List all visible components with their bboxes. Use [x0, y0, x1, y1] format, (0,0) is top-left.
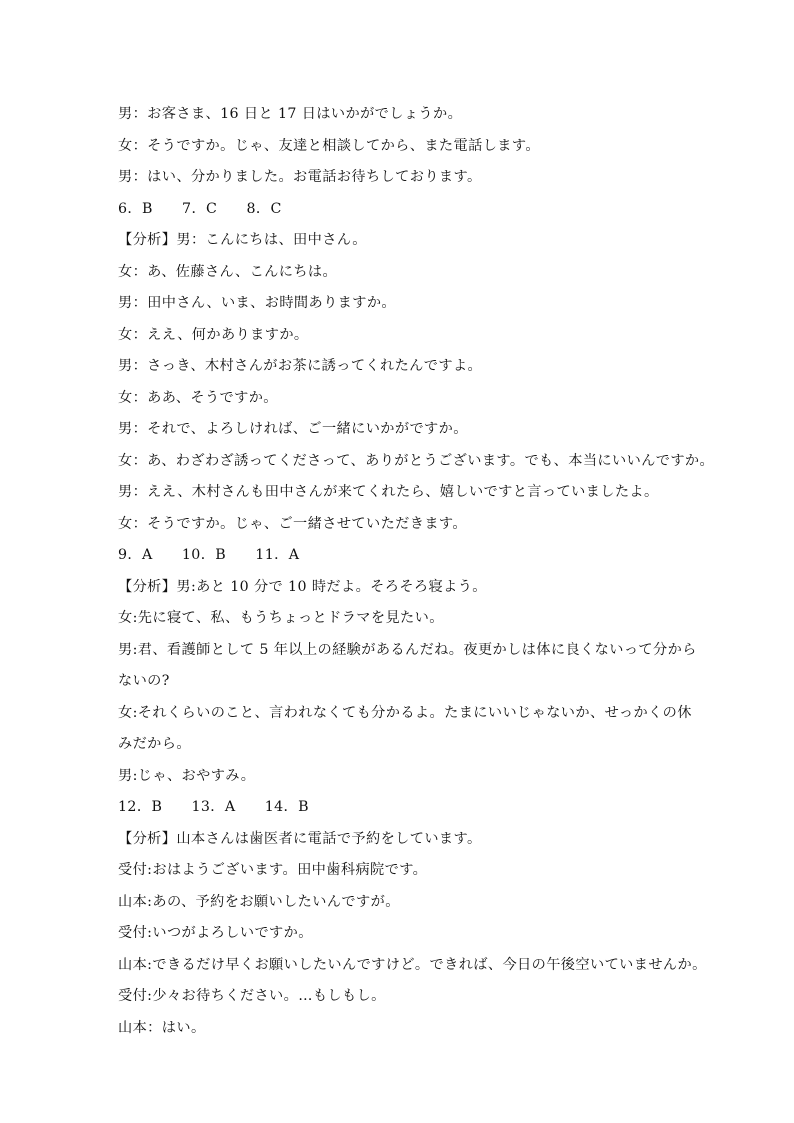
answer-line: 9．A 10．B 11．A: [118, 547, 300, 563]
analysis-line: 【分析】男：こんにちは、田中さん。: [118, 232, 367, 248]
transcript-body: [118, 99, 715, 1044]
text-line: 山本:あの、予約をお願いしたいんですが。: [118, 893, 400, 910]
text-line: 男:君、看護師として 5 年以上の経験があるんだね。夜更かしは体に良くないって分から: [118, 641, 697, 658]
analysis-line: 【分析】山本さんは歯医者に電話で予約をしています。: [118, 830, 482, 847]
text-line: みだから。: [118, 736, 191, 752]
text-line: 女:それくらいのこと、言われなくても分かるよ。たまにいいじゃないか、せっかくの休: [118, 704, 692, 721]
text-line: 男：田中さん、いま、お時間ありますか。: [118, 295, 397, 311]
text-line: 女：ええ、何かありますか。: [118, 326, 309, 343]
text-line: 男:じゃ、おやすみ。: [118, 767, 256, 784]
text-line: 山本:できるだけ早くお願いしたいんですけど。できれば、今日の午後空いていませんか。: [118, 956, 707, 973]
answer-line: 12．B 13．A 14．B: [118, 799, 309, 815]
text-line: 男：お客さま、16 日と 17 日はいかがでしょうか。: [118, 106, 463, 122]
text-line: 女：あ、わざわざ誘ってくださって、ありがとうございます。でも、本当にいいんですか。: [118, 452, 715, 469]
text-line: 女:先に寝て、私、もうちょっとドラマを見たい。: [118, 610, 444, 626]
analysis-line: 【分析】男:あと 10 分で 10 時だよ。そろそろ寝よう。: [118, 578, 487, 595]
text-line: 受付:少々お待ちください。…もしもし。: [118, 988, 386, 1004]
text-line: 男：ええ、木村さんも田中さんが来てくれたら、嬉しいですと言っていましたよ。: [118, 484, 659, 500]
text-line: 女：そうですか。じゃ、友達と相談してから、また電話します。: [118, 137, 540, 154]
text-line: 男：それで、よろしければ、ご一緒にいかがですか。: [118, 421, 468, 437]
text-line: 女：あ、佐藤さん、こんにちは。: [118, 263, 338, 280]
text-line: 女：そうですか。じゃ、ご一緒させていただきます。: [118, 515, 467, 532]
answer-line: 6．B 7．C 8．C: [118, 200, 282, 217]
text-line: 女：ああ、そうですか。: [118, 389, 278, 406]
text-line: ないの?: [118, 673, 170, 689]
text-line: 男：はい、分かりました。お電話お待ちしております。: [118, 169, 482, 185]
text-line: 山本：はい。: [118, 1019, 206, 1036]
text-line: 受付:おはようございます。田中歯科病院です。: [118, 862, 428, 878]
text-line: 男：さっき、木村さんがお茶に誘ってくれたんですよ。: [118, 358, 483, 374]
text-line: 受付:いつがよろしいですか。: [118, 925, 313, 941]
